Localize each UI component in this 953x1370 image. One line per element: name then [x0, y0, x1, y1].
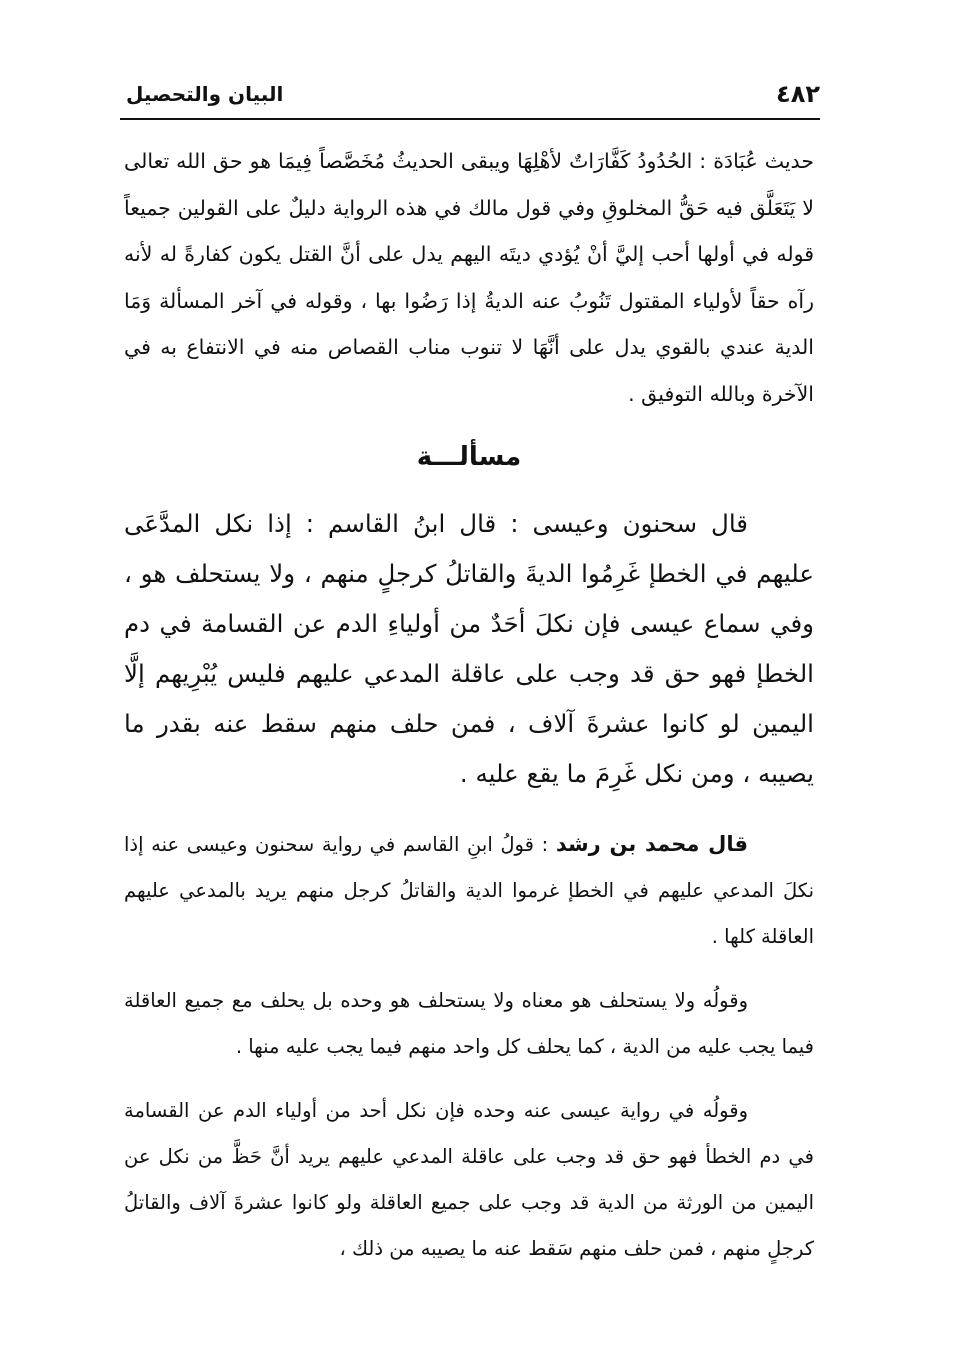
page-number: ٤٨٢	[776, 80, 820, 108]
page-body	[124, 138, 814, 1272]
commentary-paragraph-2: وقولُه ولا يستحلف هو معناه ولا يستحلف هو وحده بل يحلف مع جميع العاقلة فيما يجب عليه من الدية ، كما يحلف كل واحد منهم فيما يجب عليه منها .	[124, 989, 814, 1058]
page-header	[120, 76, 820, 116]
commentary-paragraph-1	[124, 821, 814, 960]
section-heading: مسألـــة	[416, 442, 522, 472]
issue-paragraph: قال سحنون وعيسى : قال ابنُ القاسم : إذا نكل المدَّعَى عليهم في الخطإ غَرِمُوا الديةَ والقاتلُ كرجلٍ منهم ، ولا يستحلف هو ، وفي سماع عيسى فإن نكلَ أحَدٌ من أولياءِ الدم عن القسامة في دم الخطإ فهو حق قد وجب على عاقلة المدعي عليهم فليس يُبْرِيهم إلَّا اليمين لو كانوا عشرةَ آلاف ، فمن حلف منهم سقط عنه بقدر ما يصيبه ، ومن نكل غَرِمَ ما يقع عليه .	[124, 509, 814, 788]
running-title: البيان والتحصيل	[126, 82, 284, 106]
header-divider	[120, 118, 820, 120]
commentary-paragraph-3: وقولُه في رواية عيسى عنه وحده فإن نكل أحد من أولياء الدم عن القسامة في دم الخطأ فهو حق قد وجب على عاقلة المدعي عليهم يريد أنَّ حَظَّ من نكل عن اليمين من الورثة من الدية قد وجب على جميع العاقلة ولو كانوا عشرةَ آلاف والقاتلُ كرجلٍ منهم ، فمن حلف منهم سَقط عنه ما يصيبه من ذلك ،	[124, 1099, 814, 1260]
commentary-author: قال محمد بن رشد	[555, 832, 748, 856]
commentary-text-1: : قولُ ابنِ القاسم في رواية سحنون وعيسى عنه إذا نكلَ المدعي عليهم في الخطإ غرموا الدية والقاتلُ كرجل منهم يريد بالمدعي عليهم العاقلة كلها .	[124, 833, 814, 948]
intro-paragraph: حديث عُبَادَة : الحُدُودُ كَفَّارَاتٌ لأهْلِهَا ويبقى الحديثُ مُخَصَّصاً فِيمَا هو حق الله تعالى لا يَتَعَلَّق فيه حَقُّ المخلوقِ وفي قول مالك في هذه الرواية دليلٌ على القولين جميعاً قوله في أولها أحب إليَّ أنْ يُؤدي ديتَه اليهم يدل على أنَّ القتل يكون كفارةً له لأنه رآه حقاً لأولياء المقتول تَنُوبُ عنه الديةُ إذا رَضُوا بها ، وقوله في آخر المسألة وَمَا الدية عندي بالقوي يدل على أنَّهَا لا تنوب مناب القصاص منه في الانتفاع به في الآخرة وبالله التوفيق .	[124, 149, 814, 406]
